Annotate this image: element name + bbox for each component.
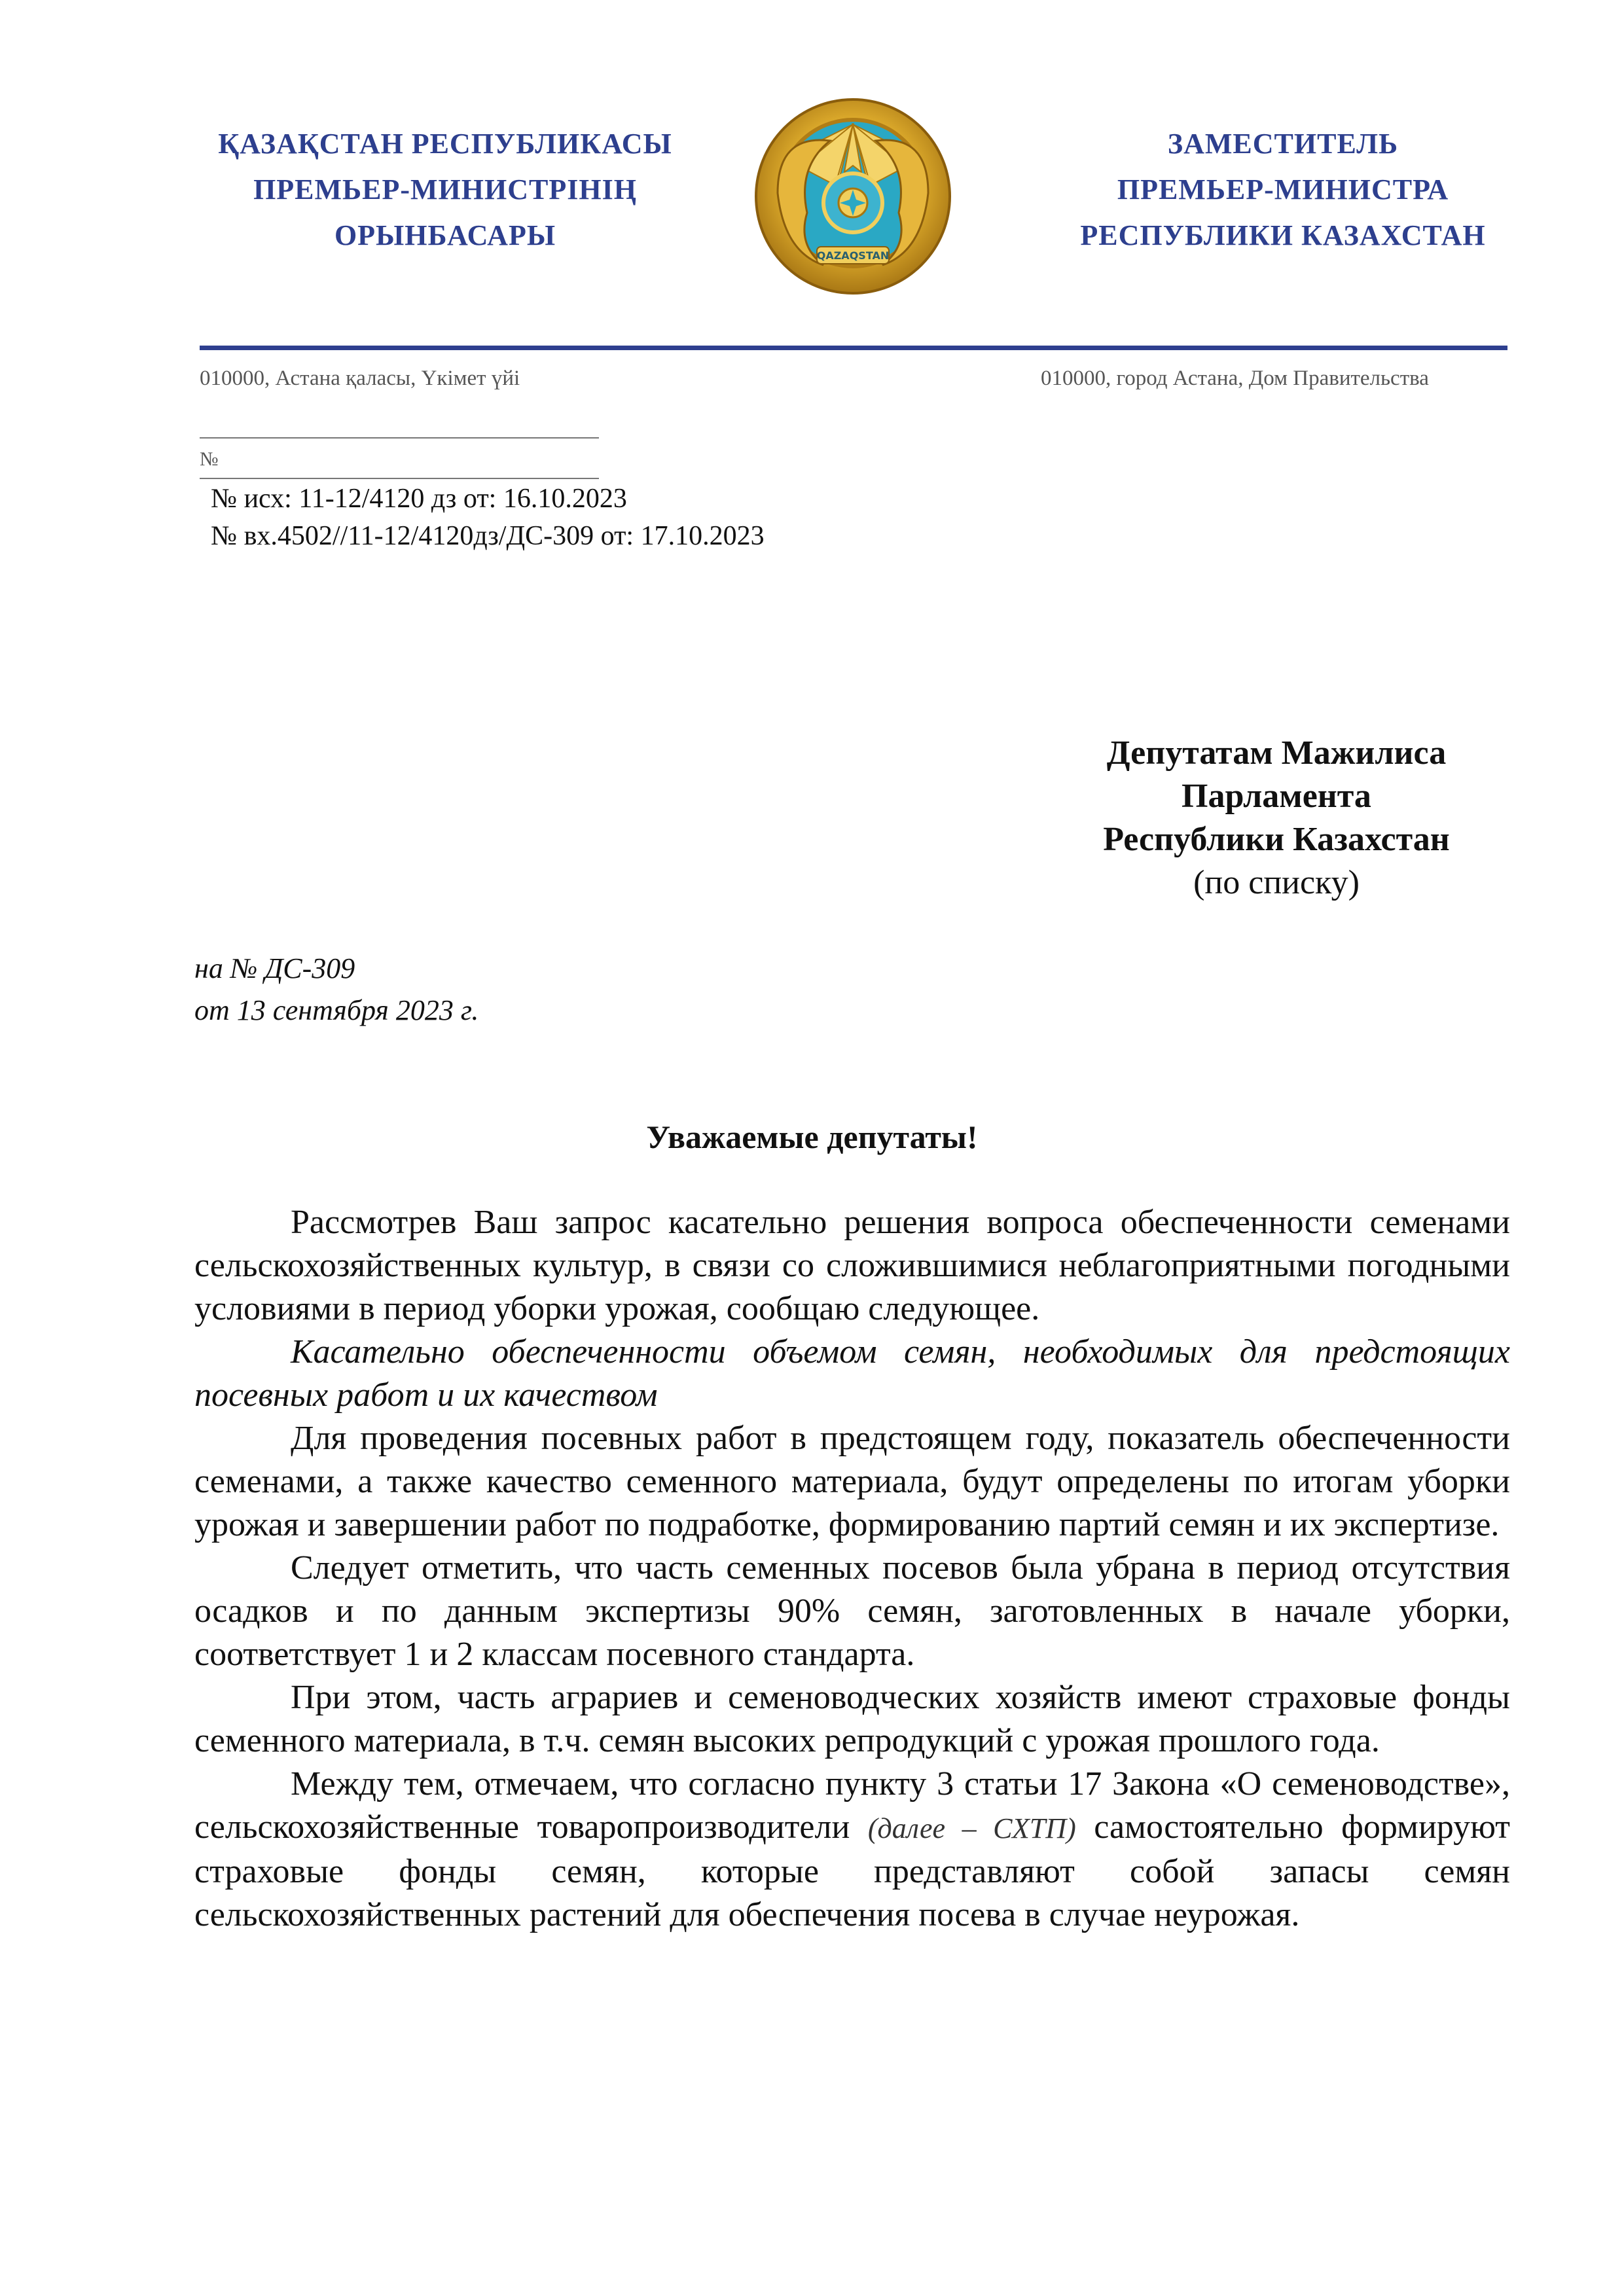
paragraph-6-part-c: самостоятельно формируют страховые фонды семян, которые представляют собой запасы семян сельскохозяйственных растений для обеспечения посева в случае неурожая. [194,1808,1510,1933]
addressee-line-2: Парламента [1182,778,1371,815]
letter-body [194,1201,1510,1937]
header-left-line-3: ОРЫНБАСАРЫ [334,219,556,251]
header-left-kazakh [151,121,740,259]
header-left-line-1: ҚАЗАҚСТАН РЕСПУБЛИКАСЫ [218,128,672,160]
header-divider [200,346,1507,350]
paragraph-6-part-a: Между тем, отмечаем, что согласно пункту 3 статьи 17 Закона «О семеноводстве», сельскохозяйственные товаропроизводители [194,1765,1510,1846]
date-line [200,437,599,439]
addressee-block [982,732,1571,905]
address-russian: 010000, город Астана, Дом Правительства [1041,367,1429,390]
addressee-line-3: Республики Казахстан [1103,821,1450,858]
previous-ref-date: от 13 сентября 2023 г. [194,994,479,1026]
paragraph-5: При этом, часть аграриев и семеноводческих хозяйств имеют страховые фонды семенного материала, в т.ч. семян высоких репродукций с урожая прошлого года. [194,1679,1510,1759]
header-right-line-2: ПРЕМЬЕР-МИНИСТРА [1117,173,1449,206]
header-right-line-1: ЗАМЕСТИТЕЛЬ [1167,128,1399,160]
addressee-line-4: (по списку) [1193,864,1360,901]
salutation: Уважаемые депутаты! [646,1119,978,1155]
addressee-line-1: Депутатам Мажилиса [1106,734,1447,772]
address-kazakh: 010000, Астана қаласы, Үкімет үйі [200,367,520,390]
paragraph-6 [194,1763,1510,1937]
number-sign: № [200,448,219,470]
previous-ref-number: на № ДС-309 [194,952,355,984]
paragraph-3: Для проведения посевных работ в предстоящем году, показатель обеспеченности семенами, а также качество семенного материала, будут определены по итогам уборки урожая и завершении работ по подработке, формированию партий семян и их экспертизе. [194,1420,1510,1543]
paragraph-subheading: Касательно обеспеченности объемом семян, необходимых для предстоящих посевных работ и их качеством [194,1333,1510,1414]
header-right-russian [1001,121,1564,259]
header-right-line-3: РЕСПУБЛИКИ КАЗАХСТАН [1080,219,1486,251]
number-line [200,478,599,479]
paragraph-4: Следует отметить, что часть семенных посевов была убрана в период отсутствия осадков и по данным экспертизы 90% семян, заготовленных в начале уборки, соответствует 1 и 2 классам посевного стандарта. [194,1549,1510,1673]
state-emblem-icon [751,95,954,298]
incoming-registration: № вх.4502//11-12/4120дз/ДС-309 от: 17.10.2023 [211,521,765,551]
previous-reference [194,948,478,1031]
outgoing-registration: № исх: 11-12/4120 дз от: 16.10.2023 [211,484,627,514]
paragraph-1: Рассмотрев Ваш запрос касательно решения вопроса обеспеченности семенами сельскохозяйственных культур, в связи со сложившимися неблагоприятными погодными условиями в период уборки урожая, сообщаю следующее. [194,1204,1510,1327]
paragraph-6-abbreviation: (далее – СХТП) [867,1812,1076,1844]
emblem-text: QAZAQSTAN [816,249,890,262]
header-left-line-2: ПРЕМЬЕР-МИНИСТРІНІҢ [253,173,637,206]
